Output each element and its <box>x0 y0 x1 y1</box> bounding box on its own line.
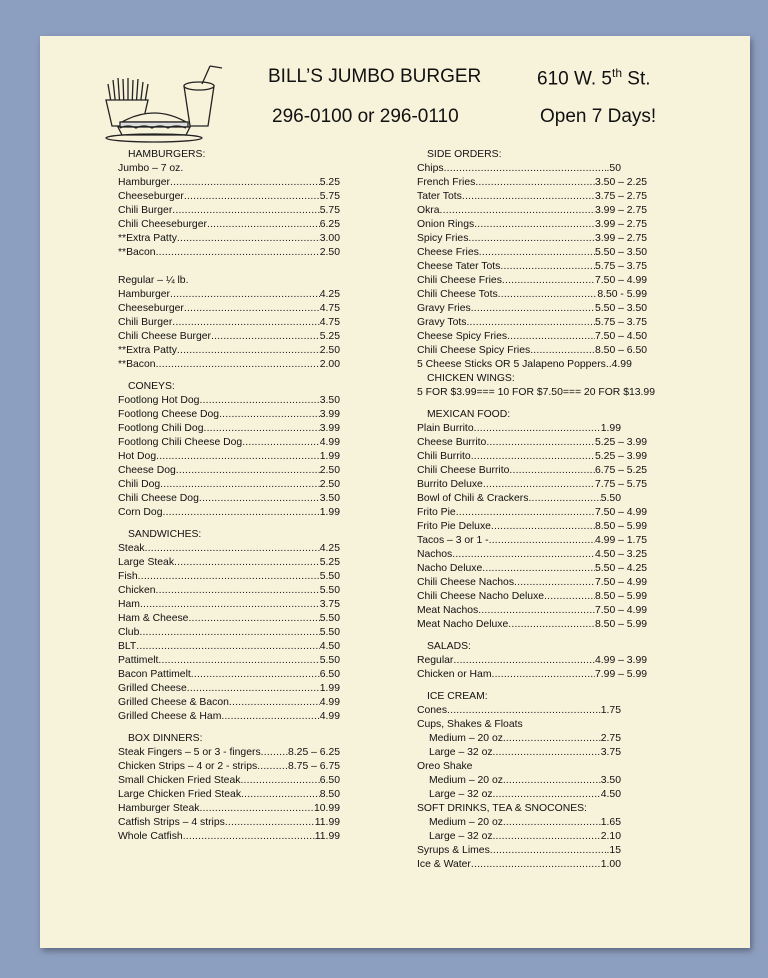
menu-item: Bacon Pattimelt ..... 6.50 <box>118 668 340 682</box>
menu-item: Medium – 20 oz. ..... 2.75 <box>417 732 647 746</box>
section-title: CONEYS: <box>128 381 175 392</box>
menu-item: Grilled Cheese & Bacon ..... 4.99 <box>118 696 340 710</box>
menu-item: Cones ..... 1.75 <box>417 704 647 718</box>
menu-item: Chili Cheese Burger ..... 5.25 <box>118 330 340 344</box>
menu-item: Chicken or Ham ..... 7.99 – 5.99 <box>417 668 647 682</box>
menu-item: Frito Pie Deluxe ..... 8.50 – 5.99 <box>417 520 647 534</box>
menu-item: Onion Rings ..... 3.99 – 2.75 <box>417 218 647 232</box>
menu-item: Club ..... 5.50 <box>118 626 340 640</box>
menu-item: Chili Cheese Nacho Deluxe ..... 8.50 – 5.99 <box>417 590 647 604</box>
side-orders-section <box>417 148 647 372</box>
menu-item: **Extra Patty ..... 3.00 <box>118 232 340 246</box>
menu-item: Hamburger ..... 4.25 <box>118 288 340 302</box>
menu-item: **Bacon ..... 2.50 <box>118 246 340 260</box>
salads-section <box>417 640 647 682</box>
menu-item: Steak Fingers – 5 or 3 - fingers ..... 8.25 – 6.25 <box>118 746 340 760</box>
menu-item: Cheese Dog ..... 2.50 <box>118 464 340 478</box>
menu-item: Chili Burrito ..... 5.25 – 3.99 <box>417 450 647 464</box>
menu-item: Footlong Chili Cheese Dog ..... 4.99 <box>118 436 340 450</box>
box-dinners-section <box>118 732 340 844</box>
menu-item: Syrups & Limes ..... .15 <box>417 844 647 858</box>
coneys-section <box>118 380 340 520</box>
restaurant-address: 610 W. 5th St. <box>537 66 651 90</box>
menu-item: Hamburger Steak ..... 10.99 <box>118 802 340 816</box>
section-title: SOFT DRINKS, TEA & SNOCONES: <box>417 803 587 814</box>
burger-fries-drink-icon <box>98 64 228 144</box>
menu-item: Bowl of Chili & Crackers ..... 5.50 <box>417 492 647 506</box>
menu-item: Chili Dog ..... 2.50 <box>118 478 340 492</box>
menu-item: Cheese Spicy Fries ..... 7.50 – 4.50 <box>417 330 647 344</box>
menu-item: Chili Burger ..... 5.75 <box>118 204 340 218</box>
menu-item: Okra ..... 3.99 – 2.75 <box>417 204 647 218</box>
menu-left-column <box>118 144 340 844</box>
menu-item: Large Steak ..... 5.25 <box>118 556 340 570</box>
menu-item: Plain Burrito ..... 1.99 <box>417 422 647 436</box>
menu-item: **Bacon ..... 2.00 <box>118 358 340 372</box>
section-title: MEXICAN FOOD: <box>427 409 511 420</box>
menu-right-column <box>417 144 655 872</box>
menu-item: Cheese Tater Tots ..... 5.75 – 3.75 <box>417 260 647 274</box>
menu-item: Cheese Burrito ..... 5.25 – 3.99 <box>417 436 647 450</box>
menu-item: Ham & Cheese ..... 5.50 <box>118 612 340 626</box>
menu-item: Meat Nacho Deluxe ..... 8.50 – 5.99 <box>417 618 647 632</box>
menu-item: Gravy Tots ..... 5.75 – 3.75 <box>417 316 647 330</box>
size-note: Regular – ¼ lb. <box>118 275 189 286</box>
menu-item: Tater Tots ..... 3.75 – 2.75 <box>417 190 647 204</box>
menu-item: Chips ..... .50 <box>417 162 647 176</box>
menu-item: Ice & Water ..... 1.00 <box>417 858 647 872</box>
menu-item: **Extra Patty ..... 2.50 <box>118 344 340 358</box>
menu-item: BLT ..... 4.50 <box>118 640 340 654</box>
menu-item: Hot Dog ..... 1.99 <box>118 450 340 464</box>
menu-item: Meat Nachos ..... 7.50 – 4.99 <box>417 604 647 618</box>
menu-item: Medium – 20 oz. ..... 3.50 <box>417 774 647 788</box>
menu-sheet <box>40 36 750 948</box>
menu-item: Spicy Fries ..... 3.99 – 2.75 <box>417 232 647 246</box>
section-title: CHICKEN WINGS: <box>427 373 515 384</box>
menu-item: Corn Dog ..... 1.99 <box>118 506 340 520</box>
section-title: ICE CREAM: <box>427 691 488 702</box>
menu-item: Tacos – 3 or 1 - ..... 4.99 – 1.75 <box>417 534 647 548</box>
menu-item: Grilled Cheese ..... 1.99 <box>118 682 340 696</box>
menu-item: Chili Cheese Nachos ..... 7.50 – 4.99 <box>417 576 647 590</box>
sub-label: Oreo Shake <box>417 761 473 772</box>
mexican-food-section <box>417 408 647 632</box>
menu-item: Grilled Cheese & Ham ..... 4.99 <box>118 710 340 724</box>
menu-item: Medium – 20 oz. ..... 1.65 <box>417 816 647 830</box>
poppers-line: 5 Cheese Sticks OR 5 Jalapeno Poppers..4.99 <box>417 359 632 370</box>
menu-item: Gravy Fries ..... 5.50 – 3.50 <box>417 302 647 316</box>
restaurant-name: BILL’S JUMBO BURGER <box>268 66 482 87</box>
menu-item: Large – 32 oz. ..... 2.10 <box>417 830 647 844</box>
menu-item: Footlong Cheese Dog ..... 3.99 <box>118 408 340 422</box>
menu-item: Hamburger ..... 5.25 <box>118 176 340 190</box>
menu-item: Cheeseburger ..... 5.75 <box>118 190 340 204</box>
menu-item: Chicken Strips – 4 or 2 - strips ..... 8.75 – 6.75 <box>118 760 340 774</box>
menu-item: Nachos ..... 4.50 – 3.25 <box>417 548 647 562</box>
section-title: BOX DINNERS: <box>128 733 203 744</box>
menu-item: Fish ..... 5.50 <box>118 570 340 584</box>
restaurant-phones: 296-0100 or 296-0110 <box>272 106 459 127</box>
menu-item: Chili Cheese Dog ..... 3.50 <box>118 492 340 506</box>
menu-item: Footlong Chili Dog ..... 3.99 <box>118 422 340 436</box>
menu-item: Frito Pie ..... 7.50 – 4.99 <box>417 506 647 520</box>
menu-item: Large Chicken Fried Steak ..... 8.50 <box>118 788 340 802</box>
section-title: SALADS: <box>427 641 471 652</box>
sub-label: Cups, Shakes & Floats <box>417 719 523 730</box>
menu-item: French Fries ..... 3.50 – 2.25 <box>417 176 647 190</box>
menu-item: Chili Cheeseburger ..... 6.25 <box>118 218 340 232</box>
menu-item: Pattimelt ..... 5.50 <box>118 654 340 668</box>
soft-drinks-section <box>417 802 647 872</box>
open-hours: Open 7 Days! <box>540 106 657 127</box>
section-title: SANDWICHES: <box>128 529 202 540</box>
menu-item: Whole Catfish ..... 11.99 <box>118 830 340 844</box>
menu-item: Cheese Fries ..... 5.50 – 3.50 <box>417 246 647 260</box>
menu-item: Footlong Hot Dog ..... 3.50 <box>118 394 340 408</box>
menu-item: Chili Cheese Burrito ..... 6.75 – 5.25 <box>417 464 647 478</box>
menu-item: Burrito Deluxe ..... 7.75 – 5.75 <box>417 478 647 492</box>
menu-item: Chicken ..... 5.50 <box>118 584 340 598</box>
menu-item: Regular ..... 4.99 – 3.99 <box>417 654 647 668</box>
menu-item: Chili Burger ..... 4.75 <box>118 316 340 330</box>
menu-item: Nacho Deluxe ..... 5.50 – 4.25 <box>417 562 647 576</box>
menu-item: Cheeseburger ..... 4.75 <box>118 302 340 316</box>
menu-item: Ham ..... 3.75 <box>118 598 340 612</box>
menu-item: Chili Cheese Spicy Fries ..... 8.50 – 6.50 <box>417 344 647 358</box>
menu-item: Chili Cheese Fries ..... 7.50 – 4.99 <box>417 274 647 288</box>
menu-item: Chili Cheese Tots ..... 8.50 - 5.99 <box>417 288 647 302</box>
sandwiches-section <box>118 528 340 724</box>
menu-item: Small Chicken Fried Steak ..... 6.50 <box>118 774 340 788</box>
section-title: HAMBURGERS: <box>128 149 206 160</box>
hamburgers-section <box>118 148 340 372</box>
menu-item: Large – 32 oz. ..... 4.50 <box>417 788 647 802</box>
section-title: SIDE ORDERS: <box>427 149 502 160</box>
menu-item: Steak ..... 4.25 <box>118 542 340 556</box>
wings-prices: 5 FOR $3.99=== 10 FOR $7.50=== 20 FOR $13.99 <box>417 387 655 398</box>
menu-item: Large – 32 oz. ..... 3.75 <box>417 746 647 760</box>
size-note: Jumbo – 7 oz. <box>118 163 184 174</box>
chicken-wings-section <box>417 372 655 400</box>
ice-cream-section <box>417 690 647 802</box>
menu-item: Catfish Strips – 4 strips ..... 11.99 <box>118 816 340 830</box>
